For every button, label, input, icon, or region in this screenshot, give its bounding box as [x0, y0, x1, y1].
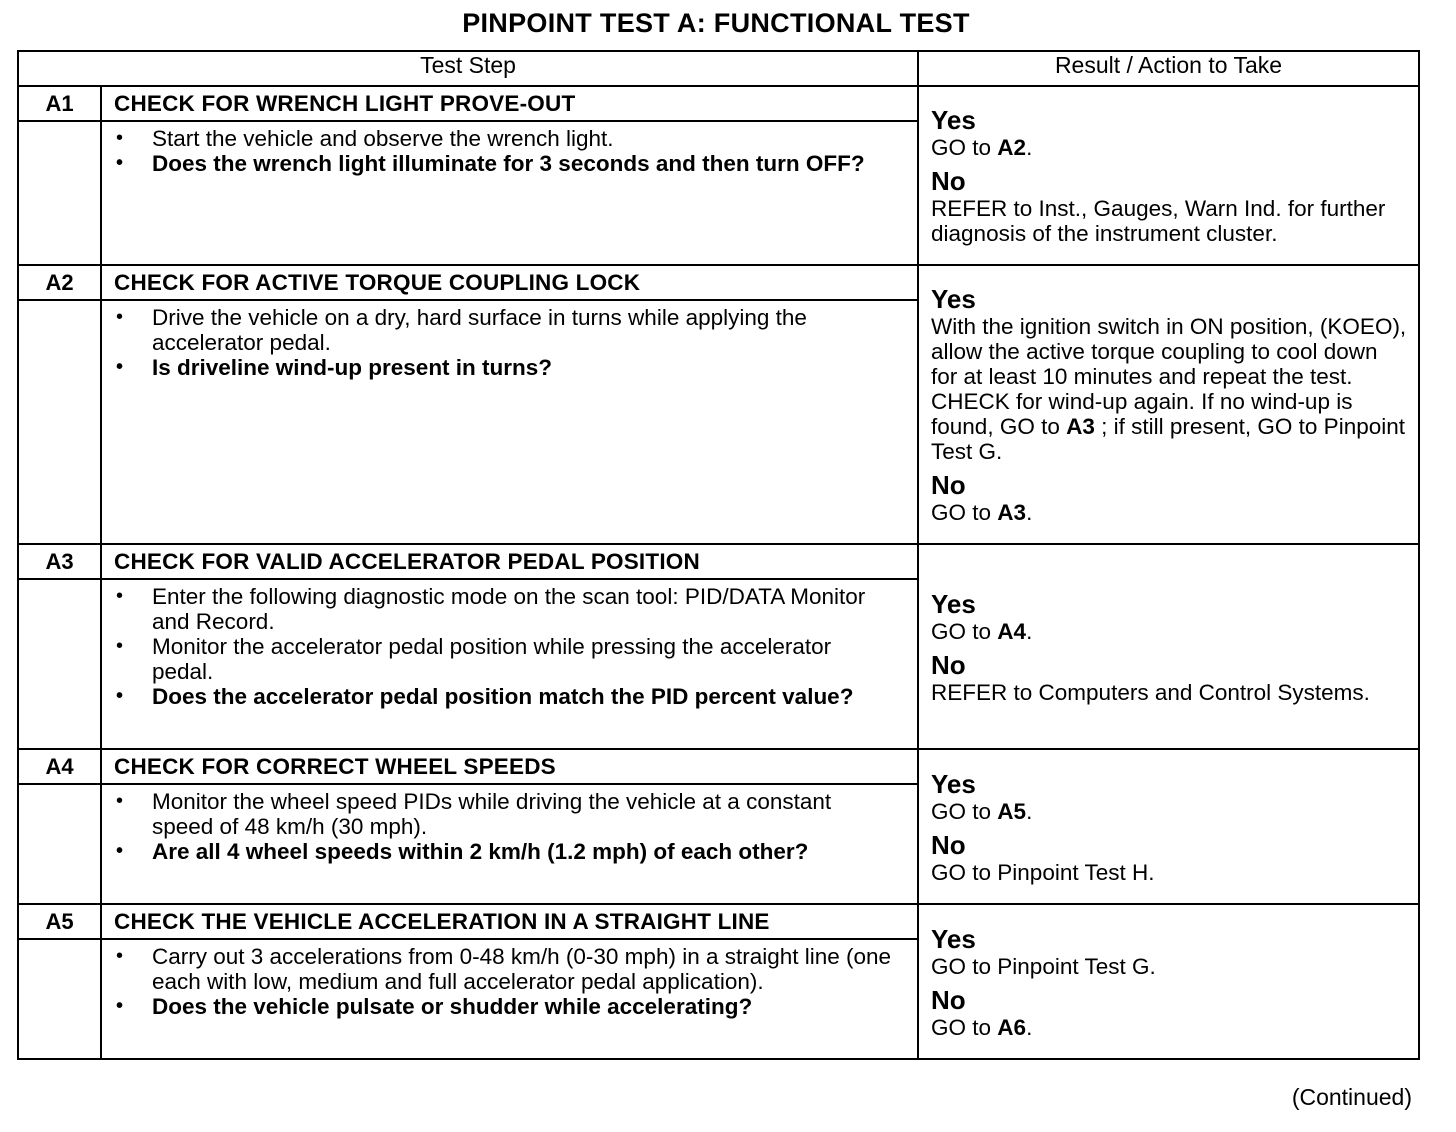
result-no-label: No [931, 649, 966, 680]
instruction-question: • Does the vehicle pulsate or shudder while accelerating? [152, 994, 897, 1019]
action-text: With the ignition switch in ON position, (KOEO), allow the active torque coupling to cool down for at least 10 minutes and repeat the test. CHECK for wind-up again. If no wind-up is found, GO to [931, 314, 1407, 439]
instruction-question: • Does the accelerator pedal position match the PID percent value? [152, 684, 897, 709]
step-instructions [101, 300, 918, 544]
action-text: ; if still present, GO to Pinpoint Test G. [931, 414, 1405, 464]
result-yes-action [931, 954, 1410, 979]
result-action-cell [918, 544, 1419, 749]
step-reference: A2 [997, 135, 1027, 160]
step-title-row [18, 749, 1419, 784]
action-text: GO to Pinpoint Test H. [931, 859, 1155, 885]
step-title: CHECK FOR WRENCH LIGHT PROVE-OUT [101, 86, 918, 121]
action-text: GO to [931, 500, 998, 525]
action-text: . [1026, 1014, 1033, 1040]
action-text: GO to Pinpoint Test G. [931, 953, 1156, 979]
step-instructions [101, 579, 918, 749]
result-yes-label: Yes [931, 588, 976, 619]
step-title: CHECK FOR CORRECT WHEEL SPEEDS [101, 749, 918, 784]
instruction-list [102, 301, 917, 384]
instruction-item: • Start the vehicle and observe the wrench light. [152, 126, 897, 151]
instruction-item: • Drive the vehicle on a dry, hard surface in turns while applying the accelerator pedal. [152, 305, 897, 355]
result-no-action [931, 500, 1410, 525]
result-yes-label: Yes [931, 105, 976, 135]
instruction-list [102, 785, 917, 868]
action-text: . [1026, 798, 1033, 824]
step-reference: A3 [997, 500, 1027, 525]
result-no-label: No [931, 470, 966, 500]
step-instructions [101, 939, 918, 1059]
step-title-row [18, 86, 1419, 121]
step-id-spacer [18, 579, 101, 749]
step-reference: A4 [997, 618, 1027, 644]
header-test-step: Test Step [18, 51, 918, 86]
action-text: GO to [931, 1014, 998, 1040]
result-action-cell [918, 86, 1419, 265]
step-id: A4 [18, 749, 101, 784]
instruction-list [102, 122, 917, 180]
instruction-question: • Is driveline wind-up present in turns? [152, 355, 897, 380]
step-title-row [18, 265, 1419, 300]
action-text: REFER to Computers and Control Systems. [931, 679, 1370, 705]
continued-note: (Continued) [1291, 1084, 1412, 1110]
action-text: . [1026, 135, 1033, 160]
step-title-row [18, 544, 1419, 579]
step-id-spacer [18, 300, 101, 544]
result-no-action [931, 196, 1410, 246]
result-no-label: No [931, 984, 966, 1015]
step-id: A5 [18, 904, 101, 939]
result-yes-label: Yes [931, 768, 976, 799]
result-no-action [931, 1015, 1410, 1040]
page-title: PINPOINT TEST A: FUNCTIONAL TEST [462, 8, 970, 38]
step-title: CHECK FOR ACTIVE TORQUE COUPLING LOCK [101, 265, 918, 300]
instruction-item: • Enter the following diagnostic mode on the scan tool: PID/DATA Monitor and Record. [152, 584, 897, 634]
result-yes-label: Yes [931, 923, 976, 954]
table-header-row [18, 51, 1419, 86]
action-text: REFER to Inst., Gauges, Warn Ind. for further diagnosis of the instrument cluster. [931, 196, 1386, 246]
result-yes-action [931, 314, 1410, 464]
instruction-item: • Monitor the wheel speed PIDs while driving the vehicle at a constant speed of 48 km/h (30 mph). [152, 789, 897, 839]
step-title: CHECK FOR VALID ACCELERATOR PEDAL POSITION [101, 544, 918, 579]
instruction-question: • Are all 4 wheel speeds within 2 km/h (1.2 mph) of each other? [152, 839, 897, 864]
action-text: GO to [931, 618, 998, 644]
action-text: GO to [931, 135, 998, 160]
action-text: GO to [931, 798, 998, 824]
instruction-list [102, 580, 917, 713]
action-text: . [1026, 618, 1033, 644]
step-id-spacer [18, 121, 101, 265]
result-yes-label: Yes [931, 284, 976, 314]
step-id: A2 [18, 265, 101, 300]
instruction-question: • Does the wrench light illuminate for 3 seconds and then turn OFF? [152, 151, 897, 176]
step-id-spacer [18, 784, 101, 904]
header-result-action: Result / Action to Take [918, 51, 1419, 86]
result-yes-action [931, 135, 1410, 160]
result-action-cell [918, 749, 1419, 904]
step-reference: A3 [1066, 414, 1095, 439]
step-instructions [101, 784, 918, 904]
pinpoint-test-table [17, 50, 1420, 1060]
step-title-row [18, 904, 1419, 939]
step-id: A3 [18, 544, 101, 579]
step-reference: A6 [997, 1014, 1027, 1040]
step-instructions [101, 121, 918, 265]
result-no-action [931, 680, 1410, 705]
instruction-item: • Carry out 3 accelerations from 0-48 km/h (0-30 mph) in a straight line (one each with low, medium and full accelerator pedal application). [152, 944, 897, 994]
step-reference: A5 [997, 798, 1027, 824]
result-yes-action [931, 799, 1410, 824]
step-title: CHECK THE VEHICLE ACCELERATION IN A STRAIGHT LINE [101, 904, 918, 939]
action-text: . [1026, 500, 1033, 525]
step-id: A1 [18, 86, 101, 121]
result-no-label: No [931, 829, 966, 860]
result-no-label: No [931, 166, 966, 196]
step-id-spacer [18, 939, 101, 1059]
result-yes-action [931, 619, 1410, 644]
result-no-action [931, 860, 1410, 885]
result-action-cell [918, 265, 1419, 544]
instruction-item: • Monitor the accelerator pedal position while pressing the accelerator pedal. [152, 634, 897, 684]
result-action-cell [918, 904, 1419, 1059]
instruction-list [102, 940, 917, 1023]
